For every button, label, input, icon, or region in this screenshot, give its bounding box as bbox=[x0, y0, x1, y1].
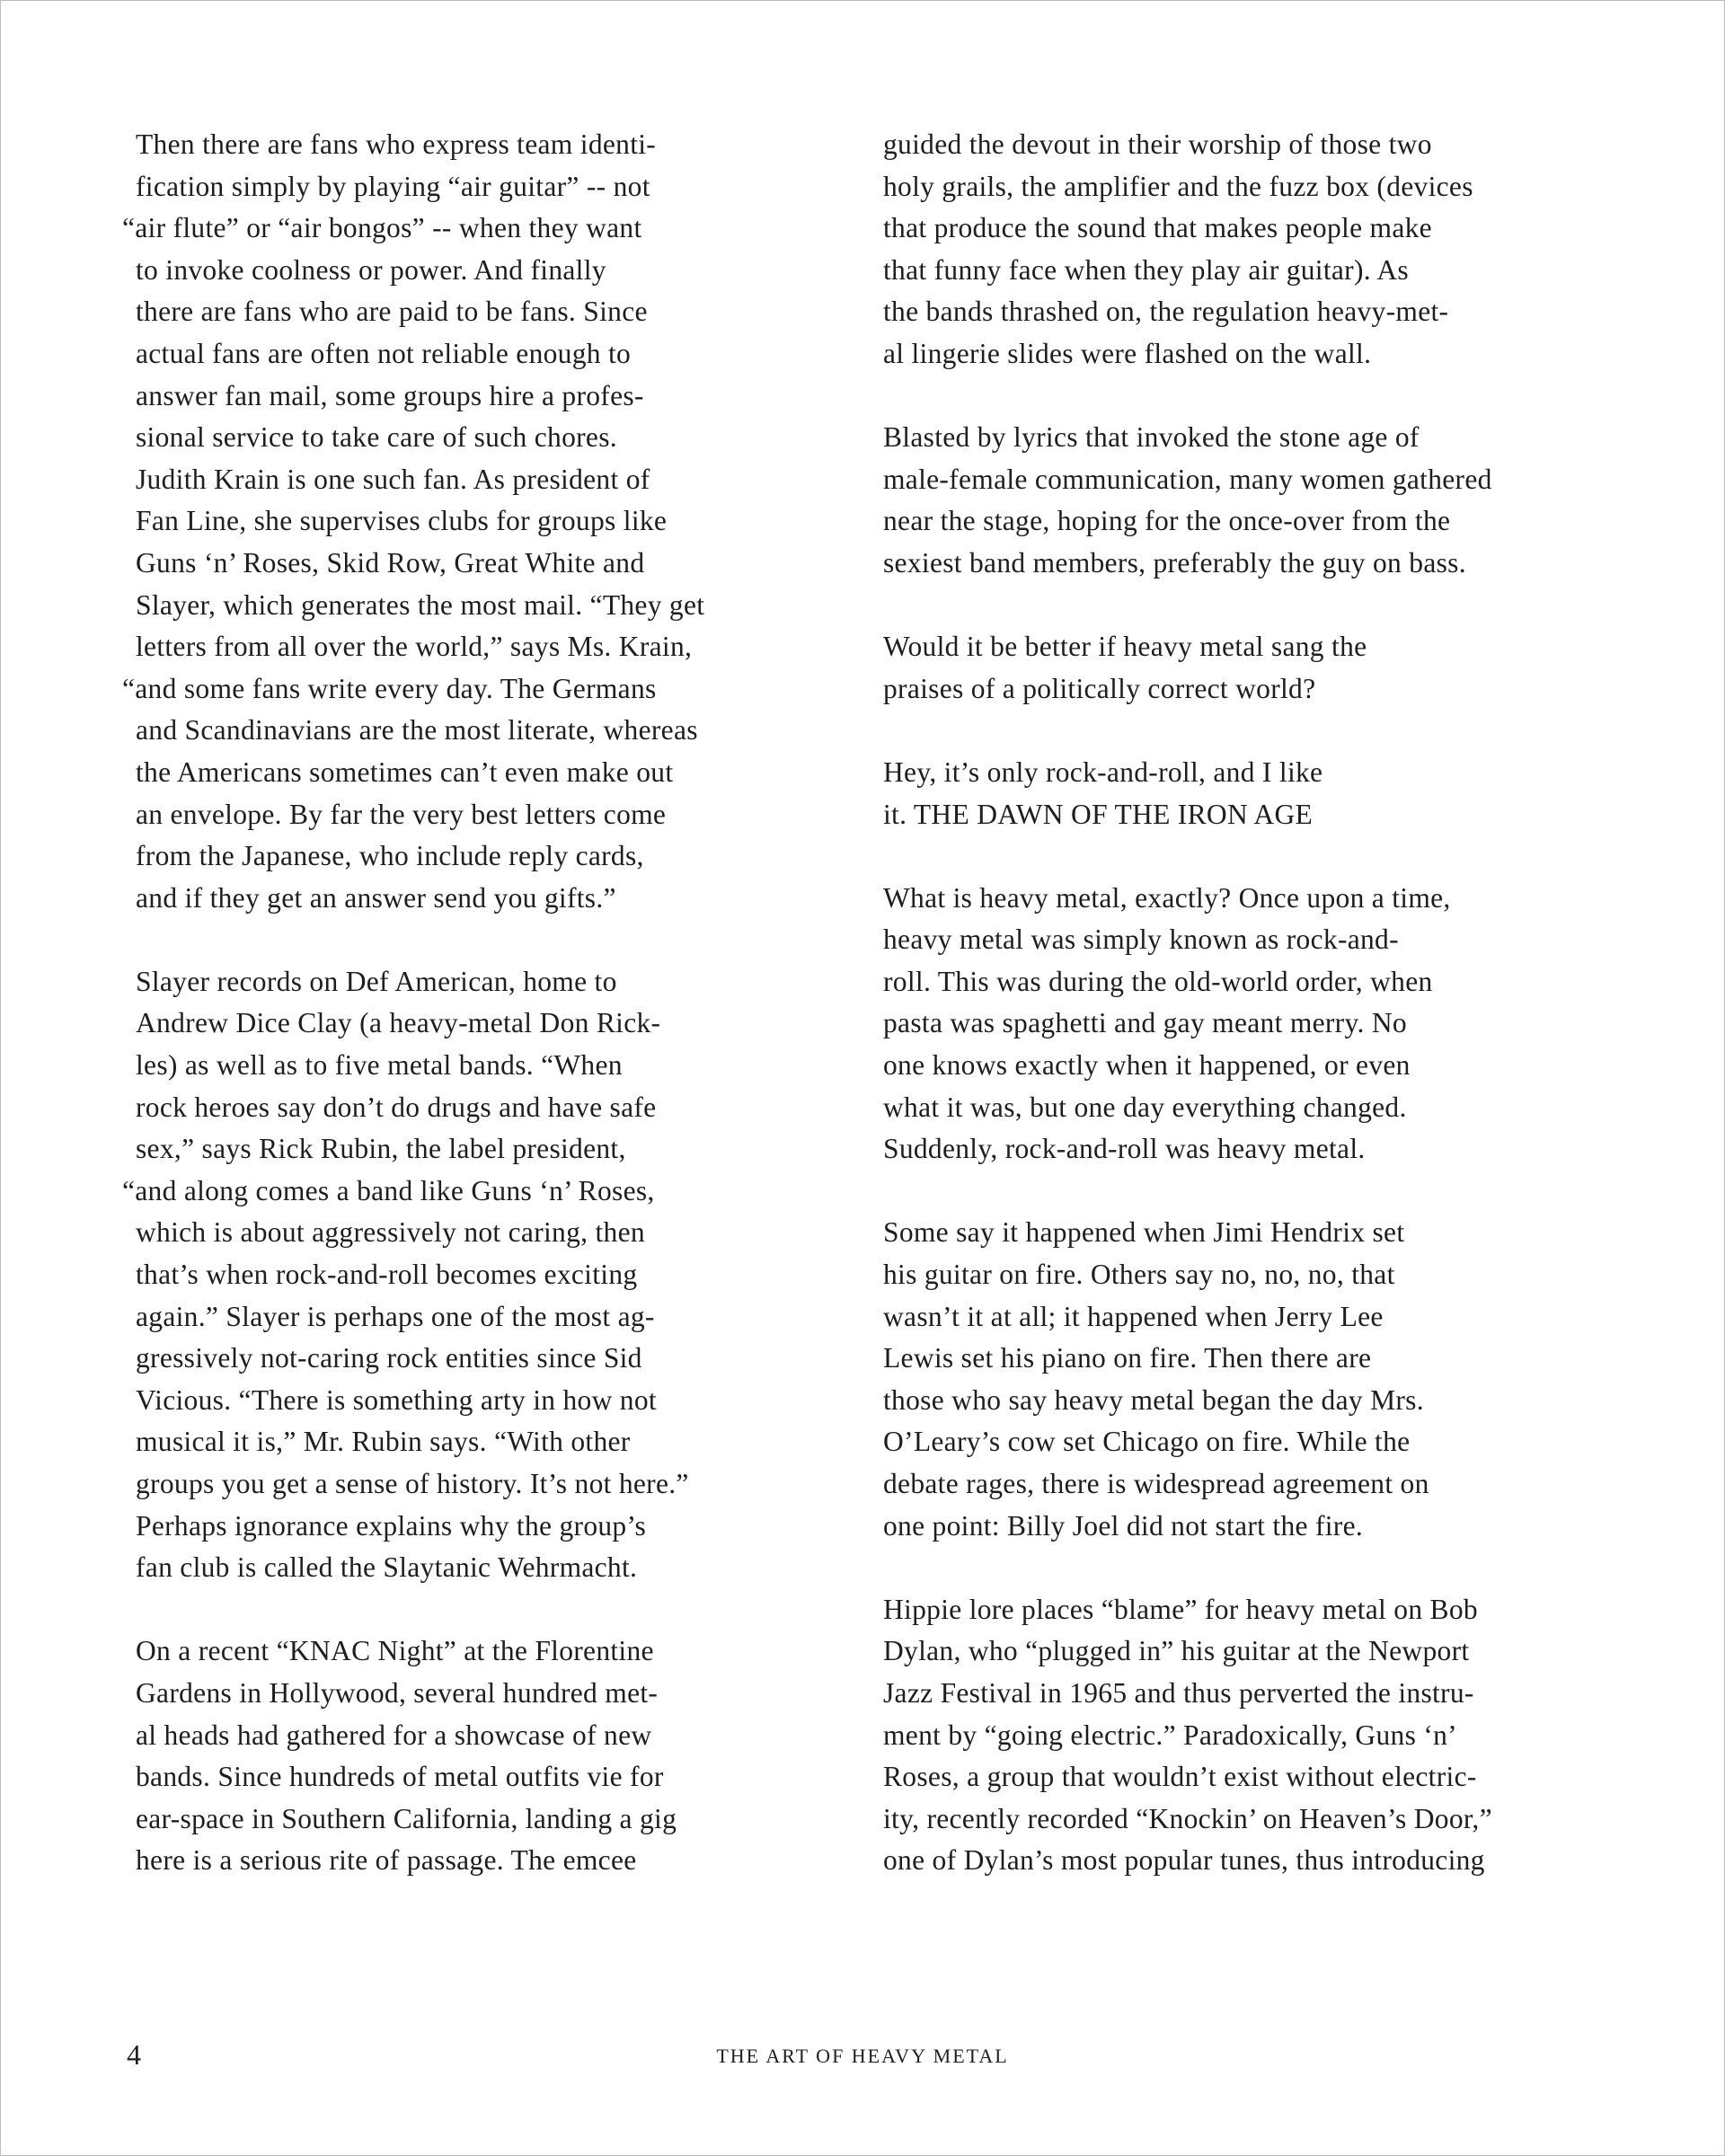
text-line: it. THE DAWN OF THE IRON AGE bbox=[883, 798, 1314, 830]
text-line: On a recent “KNAC Night” at the Florentine bbox=[136, 1635, 654, 1667]
text-line: O’Leary’s cow set Chicago on fire. While the bbox=[883, 1426, 1411, 1458]
text-line: which is about aggressively not caring, then bbox=[136, 1216, 645, 1249]
text-line: les) as well as to five metal bands. “When bbox=[136, 1049, 623, 1082]
text-line: and if they get an answer send you gifts.” bbox=[136, 881, 616, 914]
text-line: Blasted by lyrics that invoked the stone age of bbox=[883, 421, 1420, 454]
text-line: one knows exactly when it happened, or even bbox=[883, 1049, 1411, 1082]
text-line: letters from all over the world,” says Ms. Krain, bbox=[136, 631, 693, 663]
right-column-paragraph bbox=[883, 1212, 1602, 1547]
text-line: Andrew Dice Clay (a heavy-metal Don Rick- bbox=[136, 1007, 661, 1039]
text-line: ity, recently recorded “Knockin’ on Heaven’s Door,” bbox=[883, 1802, 1492, 1834]
text-line: Then there are fans who express team identi- bbox=[136, 128, 657, 160]
right-column-paragraph bbox=[883, 878, 1602, 1171]
left-column-paragraph bbox=[122, 961, 818, 1589]
text-line: from the Japanese, who include reply cards, bbox=[136, 840, 644, 872]
text-line: sexiest band members, preferably the guy on bass. bbox=[883, 546, 1466, 579]
text-line: Suddenly, rock-and-roll was heavy metal. bbox=[883, 1133, 1366, 1165]
text-line: the bands thrashed on, the regulation heavy-met- bbox=[883, 296, 1449, 328]
right-column-paragraph bbox=[883, 752, 1602, 835]
text-line: and Scandinavians are the most literate, whereas bbox=[136, 714, 698, 747]
text-line: debate rages, there is widespread agreement on bbox=[883, 1468, 1429, 1499]
text-line: Guns ‘n’ Roses, Skid Row, Great White and bbox=[136, 546, 645, 579]
text-line: Would it be better if heavy metal sang the bbox=[883, 631, 1367, 663]
text-line: Slayer records on Def American, home to bbox=[136, 965, 617, 997]
running-title: THE ART OF HEAVY METAL bbox=[716, 2045, 1009, 2067]
page-number: 4 bbox=[127, 2038, 141, 2071]
text-line: Dylan, who “plugged in” his guitar at the Newport bbox=[883, 1635, 1470, 1667]
text-line: male-female communication, many women gathered bbox=[883, 463, 1492, 495]
text-line: “and some fans write every day. The Germans bbox=[122, 672, 657, 704]
text-line: answer fan mail, some groups hire a profes- bbox=[136, 379, 644, 411]
text-line: an envelope. By far the very best letters come bbox=[136, 798, 667, 830]
text-line: praises of a politically correct world? bbox=[883, 672, 1316, 704]
text-line: that’s when rock-and-roll becomes exciting bbox=[136, 1259, 638, 1291]
text-line: rock heroes say don’t do drugs and have safe bbox=[136, 1091, 657, 1123]
text-line: al lingerie slides were flashed on the wall. bbox=[883, 337, 1372, 369]
page-footer bbox=[1, 2035, 1724, 2080]
right-column-paragraph bbox=[883, 626, 1602, 710]
text-line: “and along comes a band like Guns ‘n’ Roses, bbox=[122, 1174, 655, 1206]
text-line: Hey, it’s only rock-and-roll, and I like bbox=[883, 755, 1323, 788]
text-line: groups you get a sense of history. It’s not here.” bbox=[136, 1468, 689, 1499]
text-line: guided the devout in their worship of those two bbox=[883, 128, 1432, 160]
text-line: Fan Line, she supervises clubs for groups like bbox=[136, 505, 668, 537]
text-line: sex,” says Rick Rubin, the label president, bbox=[136, 1133, 626, 1165]
text-line: roll. This was during the old-world order, when bbox=[883, 965, 1433, 997]
text-line: one of Dylan’s most popular tunes, thus introducing bbox=[883, 1844, 1485, 1877]
right-text-column bbox=[883, 124, 1602, 1882]
text-line: those who say heavy metal began the day Mrs. bbox=[883, 1383, 1424, 1416]
text-line: again.” Slayer is perhaps one of the most ag- bbox=[136, 1300, 655, 1332]
text-line: pasta was spaghetti and gay meant merry. No bbox=[883, 1007, 1407, 1039]
text-line: fication simply by playing “air guitar” -- not bbox=[136, 170, 650, 202]
text-line: Gardens in Hollywood, several hundred met- bbox=[136, 1676, 659, 1709]
text-line: ment by “going electric.” Paradoxically, Guns ‘n’ bbox=[883, 1719, 1457, 1751]
text-line: here is a serious rite of passage. The emcee bbox=[136, 1844, 637, 1877]
text-line: heavy metal was simply known as rock-and- bbox=[883, 923, 1399, 956]
text-line: ear-space in Southern California, landing a gig bbox=[136, 1802, 677, 1834]
text-line: “air flute” or “air bongos” -- when they want bbox=[122, 212, 642, 244]
text-line: near the stage, hoping for the once-over from the bbox=[883, 505, 1451, 537]
text-line: that funny face when they play air guitar). As bbox=[883, 253, 1409, 286]
text-line: Roses, a group that wouldn’t exist without electric- bbox=[883, 1761, 1477, 1793]
text-line: Slayer, which generates the most mail. “They get bbox=[136, 588, 705, 621]
text-line: to invoke coolness or power. And finally bbox=[136, 253, 606, 286]
text-line: bands. Since hundreds of metal outfits vie for bbox=[136, 1761, 664, 1793]
text-line: holy grails, the amplifier and the fuzz box (devices bbox=[883, 170, 1473, 202]
left-text-column bbox=[122, 124, 818, 1882]
text-line: Jazz Festival in 1965 and thus perverted the instru- bbox=[883, 1676, 1474, 1709]
text-line: al heads had gathered for a showcase of new bbox=[136, 1719, 652, 1751]
text-line: Lewis set his piano on fire. Then there are bbox=[883, 1342, 1372, 1374]
right-column-paragraph bbox=[883, 417, 1602, 584]
text-line: sional service to take care of such chores. bbox=[136, 421, 617, 454]
text-line: Vicious. “There is something arty in how not bbox=[136, 1383, 657, 1416]
text-line: fan club is called the Slaytanic Wehrmacht. bbox=[136, 1551, 638, 1584]
text-line: wasn’t it at all; it happened when Jerry Lee bbox=[883, 1300, 1384, 1332]
text-line: Some say it happened when Jimi Hendrix set bbox=[883, 1216, 1405, 1249]
text-line: Judith Krain is one such fan. As president of bbox=[136, 463, 650, 495]
text-line: his guitar on fire. Others say no, no, no, that bbox=[883, 1259, 1395, 1291]
text-line: gressively not-caring rock entities since Sid bbox=[136, 1342, 642, 1374]
left-column-paragraph bbox=[122, 124, 818, 919]
text-line: musical it is,” Mr. Rubin says. “With other bbox=[136, 1426, 631, 1458]
text-line: that produce the sound that makes people make bbox=[883, 212, 1432, 244]
right-column-paragraph bbox=[883, 1589, 1602, 1882]
text-line: what it was, but one day everything changed. bbox=[883, 1091, 1407, 1123]
text-line: actual fans are often not reliable enough to bbox=[136, 337, 632, 369]
right-column-paragraph bbox=[883, 124, 1602, 376]
text-line: What is heavy metal, exactly? Once upon a time, bbox=[883, 881, 1451, 914]
text-line: one point: Billy Joel did not start the fire. bbox=[883, 1509, 1364, 1542]
left-column-paragraph bbox=[136, 1630, 818, 1882]
text-line: the Americans sometimes can’t even make out bbox=[136, 755, 674, 788]
text-line: Hippie lore places “blame” for heavy metal on Bob bbox=[883, 1593, 1478, 1625]
text-line: there are fans who are paid to be fans. Since bbox=[136, 296, 648, 328]
text-line: Perhaps ignorance explains why the group’s bbox=[136, 1509, 647, 1542]
